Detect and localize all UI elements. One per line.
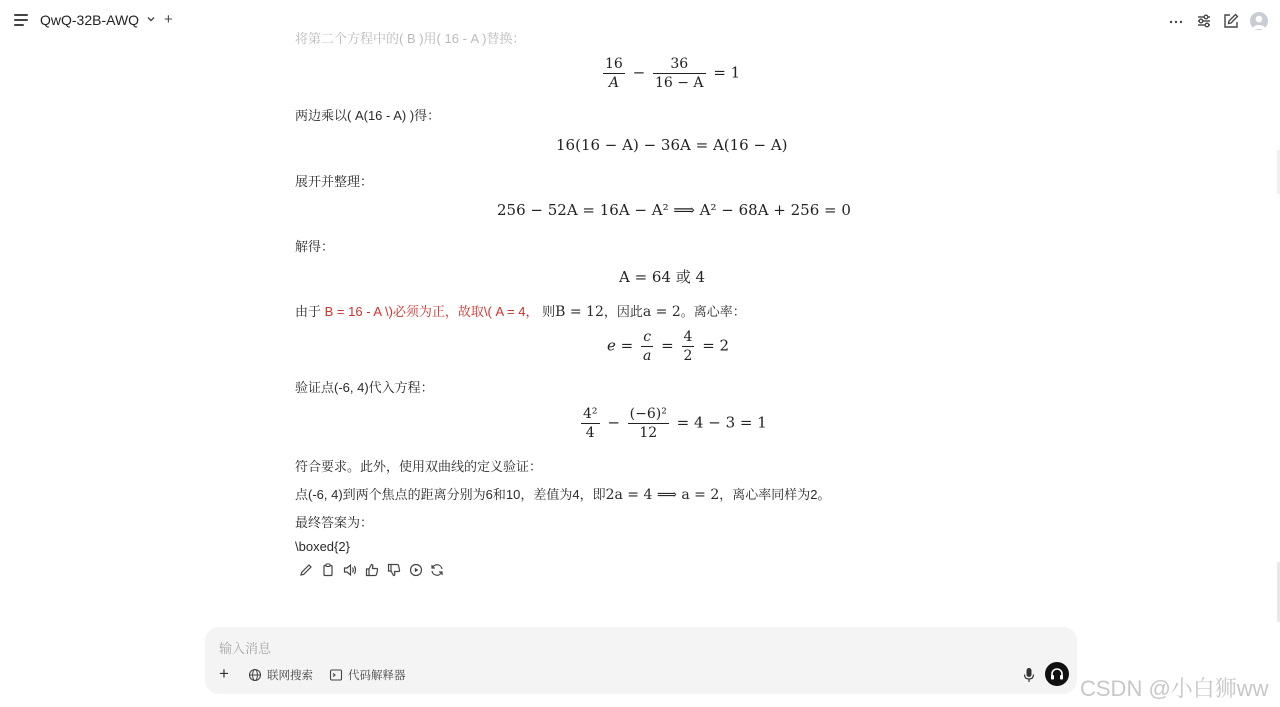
chevron-down-icon[interactable] bbox=[146, 14, 156, 24]
message-input-box bbox=[205, 627, 1077, 694]
thumbs-down-icon[interactable] bbox=[386, 562, 402, 578]
text-ok: 符合要求。此外，使用双曲线的定义验证： bbox=[295, 459, 543, 474]
text-because: 由于 B = 16 - A \)必须为正，故取\( A = 4， 则B = 12，因此a = 2。离心率： bbox=[295, 304, 746, 320]
code-interpreter-toggle[interactable] bbox=[329, 667, 406, 683]
text-multiply: 两边乘以( A(16 - A) )得： bbox=[295, 108, 441, 123]
copy-icon[interactable] bbox=[320, 562, 336, 578]
equation-substitution: $\frac{16}{A}$ − $\frac{36}{16 - A}$ = 1 bbox=[605, 56, 741, 91]
play-icon[interactable] bbox=[408, 562, 424, 578]
terminal-icon bbox=[329, 668, 343, 682]
microphone-icon[interactable] bbox=[1022, 666, 1036, 684]
read-aloud-icon[interactable] bbox=[342, 562, 358, 578]
message-input[interactable] bbox=[217, 637, 1001, 659]
text-boxed: \boxed{2} bbox=[295, 539, 350, 554]
text-final: 最终答案为： bbox=[295, 515, 374, 530]
model-selector[interactable]: QwQ-32B-AWQ bbox=[40, 12, 140, 28]
voice-mode-button[interactable] bbox=[1045, 662, 1069, 686]
regenerate-icon[interactable] bbox=[429, 562, 445, 578]
thumbs-up-icon[interactable] bbox=[364, 562, 380, 578]
equation-solution: A = 64 或 4 bbox=[619, 268, 706, 286]
code-interpreter-label: 代码解释器 bbox=[348, 670, 406, 682]
globe-icon bbox=[248, 668, 262, 682]
user-avatar-icon[interactable] bbox=[1250, 12, 1268, 30]
web-search-toggle[interactable] bbox=[248, 667, 313, 683]
text-verify: 验证点(-6, 4)代入方程： bbox=[295, 380, 434, 395]
new-chat-plus-icon[interactable]: + bbox=[164, 11, 173, 28]
equation-verify: $\frac{\text{4²}}{4}$ − $\frac{\text{(−6)²}}{12}$ = 4 − 3 = 1 bbox=[583, 406, 767, 441]
edit-icon[interactable] bbox=[298, 562, 314, 578]
text-points: 点(-6, 4)到两个焦点的距离分别为6和10，差值为4，即2a = 4 ⟹ a = 2，离心率同样为2。 bbox=[295, 487, 831, 503]
equation-multiplied: 16(16 − A) − 36A = A(16 − A) bbox=[556, 136, 788, 154]
web-search-label: 联网搜索 bbox=[267, 670, 313, 682]
equation-expanded: 256 − 52A = 16A − A² ⟹ A² − 68A + 256 = 0 bbox=[497, 201, 851, 219]
text-solve: 解得： bbox=[295, 239, 335, 254]
attach-plus-icon[interactable]: + bbox=[219, 664, 229, 683]
equation-eccentricity: e = $\frac{c}{a}$ = $\frac{4}{2}$ = 2 bbox=[607, 329, 730, 364]
text-expand: 展开并整理： bbox=[295, 174, 374, 189]
faded-text-line: 将第二个方程中的( B )用( 16 - A )替换： bbox=[295, 31, 526, 46]
menu-icon[interactable] bbox=[14, 13, 30, 27]
watermark: CSDN @小白狮ww bbox=[1080, 676, 1269, 701]
settings-sliders-icon[interactable] bbox=[1195, 12, 1213, 30]
edit-icon[interactable] bbox=[1222, 12, 1240, 30]
more-icon[interactable] bbox=[1167, 12, 1185, 30]
headphones-icon bbox=[1045, 662, 1069, 686]
top-bar bbox=[0, 0, 1280, 42]
latex-error-text: B = 16 - A \)必须为正，故取\( A = 4， bbox=[324, 304, 539, 319]
